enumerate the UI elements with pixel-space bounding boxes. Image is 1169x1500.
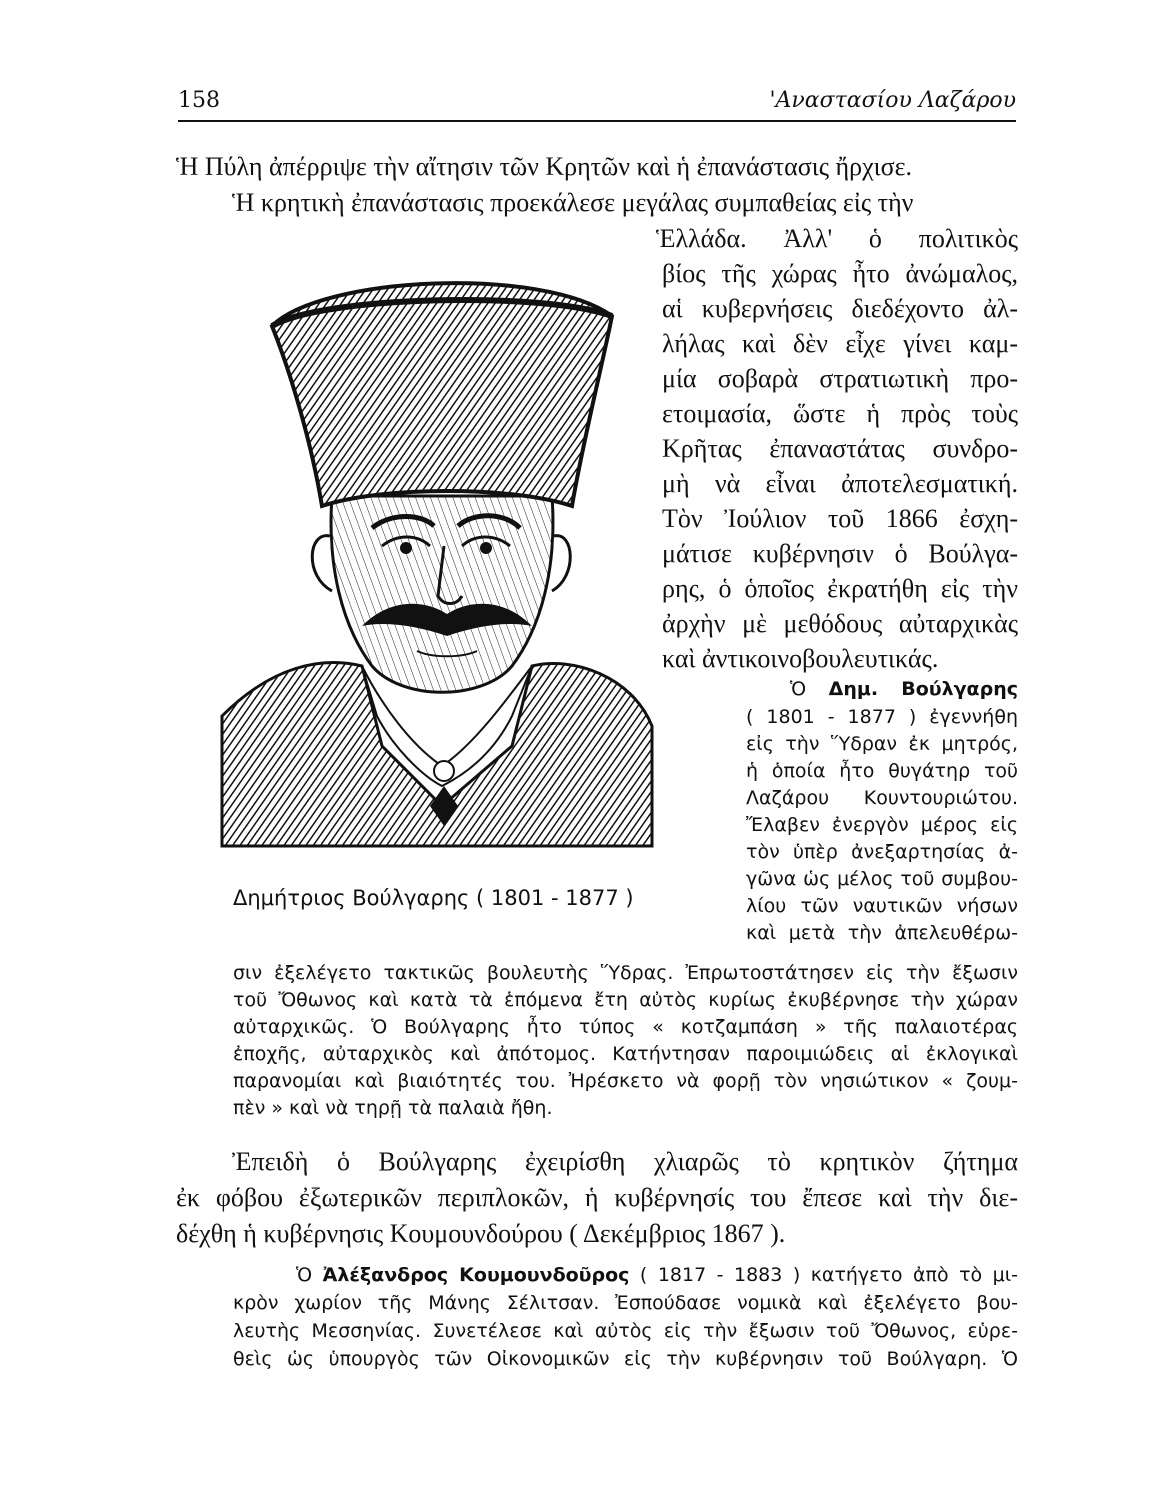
page-header [178,84,1016,122]
note2-line: κρὸν χωρίον τῆς Μάνης Σέλιτσαν. Ἐσπούδασε νομικὰ καὶ ἐξελέγετο βου- [233,1292,1018,1314]
column-line: μία σοβαρὰ στρατιωτικὴ προ- [662,364,1018,393]
portrait-engraving-icon [212,246,658,870]
note-side-line: Λαζάρου Κουντουριώτου. [746,787,1018,809]
note2-heading: Ὁ Ἀλέξανδρος Κουμουνδοῦρος ( 1817 - 1883 ) κατήγετο ἀπὸ τὸ μι- [296,1264,1018,1286]
intro-line-2: Ἡ κρητικὴ ἐπανάστασις προεκάλεσε μεγάλας συμπαθείας εἰς τὴν [232,188,914,217]
column-line: Κρῆτας ἐπαναστάτας συνδρο- [662,434,1018,463]
note-line: σιν ἐξελέγετο τακτικῶς βουλευτὴς Ὕδρας. Ἐπρωτοστάτησεν εἰς τὴν ἔξωσιν [233,962,1018,984]
paragraph2-line: ἐκ φόβου ἐξωτερικῶν περιπλοκῶν, ἡ κυβέρνησίς του ἔπεσε καὶ τὴν διε- [176,1183,1018,1212]
note-side-line: ( 1801 - 1877 ) ἐγεννήθη [746,706,1018,728]
running-title: 'Αναστασίου Λαζάρου [769,88,1016,113]
portrait-caption: Δημήτριος Βούλγαρης ( 1801 - 1877 ) [233,886,634,910]
note-side-line: τὸν ὑπὲρ ἀνεξαρτησίας ἀ- [746,841,1018,863]
note-line: αὐταρχικῶς. Ὁ Βούλγαρης ἦτο τύπος « κοτζαμπάση » τῆς παλαιοτέρας [233,1016,1018,1038]
note-side-line: ἡ ὁποία ἦτο θυγάτηρ τοῦ [746,760,1018,782]
column-line: Ἑλλάδα. Ἀλλ' ὁ πολιτικὸς [656,224,1018,253]
column-line: αἱ κυβερνήσεις διεδέχοντο ἀλ- [662,294,1018,323]
note-line: τοῦ Ὄθωνος καὶ κατὰ τὰ ἑπόμενα ἔτη αὐτὸς κυρίως ἐκυβέρνησε τὴν χώραν [233,989,1018,1011]
column-line: ετοιμασία, ὥστε ἡ πρὸς τοὺς [662,399,1018,428]
column-line: μὴ νὰ εἶναι ἀποτελεσματική. [662,469,1018,498]
note-side-line: λίου τῶν ναυτικῶν νήσων [746,895,1018,917]
note-side-line: εἰς τὴν Ὕδραν ἐκ μητρός, [746,733,1018,755]
note-line: ἐποχῆς, αὐταρχικὸς καὶ ἀπότομος. Κατήντησαν παροιμιώδεις αἱ ἐκλογικαὶ [233,1043,1018,1065]
note-side-line: καὶ μετὰ τὴν ἀπελευθέρω- [746,922,1018,944]
note-line: πὲν » καὶ νὰ τηρῇ τὰ παλαιὰ ἤθη. [233,1097,553,1119]
column-line: καὶ ἀντικοινοβουλευτικάς. [662,644,939,673]
column-line: Τὸν Ἰούλιον τοῦ 1866 ἐσχη- [662,504,1018,533]
column-line: ἀρχὴν μὲ μεθόδους αὐταρχικὰς [662,609,1018,638]
intro-line-1: Ἡ Πύλη ἀπέρριψε τὴν αἴτησιν τῶν Κρητῶν καὶ ἡ ἐπανάστασις ἤρχισε. [176,152,913,181]
note-side-line: γῶνα ὡς μέλος τοῦ συμβου- [746,868,1018,890]
column-line: βίος τῆς χώρας ἦτο ἀνώμαλος, [662,259,1018,288]
paragraph2-line: δέχθη ἡ κυβέρνησις Κουμουνδούρου ( Δεκέμβριος 1867 ). [176,1219,786,1248]
column-line: μάτισε κυβέρνησιν ὁ Βούλγα- [662,539,1018,568]
note2-name: Ἀλέξανδρος Κουμουνδοῦρος [322,1264,630,1286]
note2-line: θεὶς ὡς ὑπουργὸς τῶν Οἰκονομικῶν εἰς τὴν κυβέρνησιν τοῦ Βούλγαρη. Ὁ [233,1348,1018,1370]
note-line: παρανομίαι καὶ βιαιότητές του. Ἠρέσκετο νὰ φορῇ τὸν νησιώτικον « ζουμ- [233,1070,1018,1092]
column-line: λήλας καὶ δὲν εἶχε γίνει καμ- [662,329,1018,358]
paragraph2-line: Ἐπειδὴ ὁ Βούλγαρης ἐχειρίσθη χλιαρῶς τὸ κρητικὸν ζήτημα [232,1147,1018,1176]
note2-line: λευτὴς Μεσσηνίας. Συνετέλεσε καὶ αὐτὸς εἰς τὴν ἔξωσιν τοῦ Ὄθωνος, εὑρε- [233,1320,1018,1342]
note-name: Δημ. Βούλγαρης [828,678,1018,700]
page-number: 158 [178,88,220,113]
note-heading: Ὁ Δημ. Βούλγαρης [790,678,1018,700]
note-side-line: Ἔλαβεν ἐνεργὸν μέρος εἰς [746,814,1018,836]
column-line: ρης, ὁ ὁποῖος ἐκρατήθη εἰς τὴν [662,574,1018,603]
